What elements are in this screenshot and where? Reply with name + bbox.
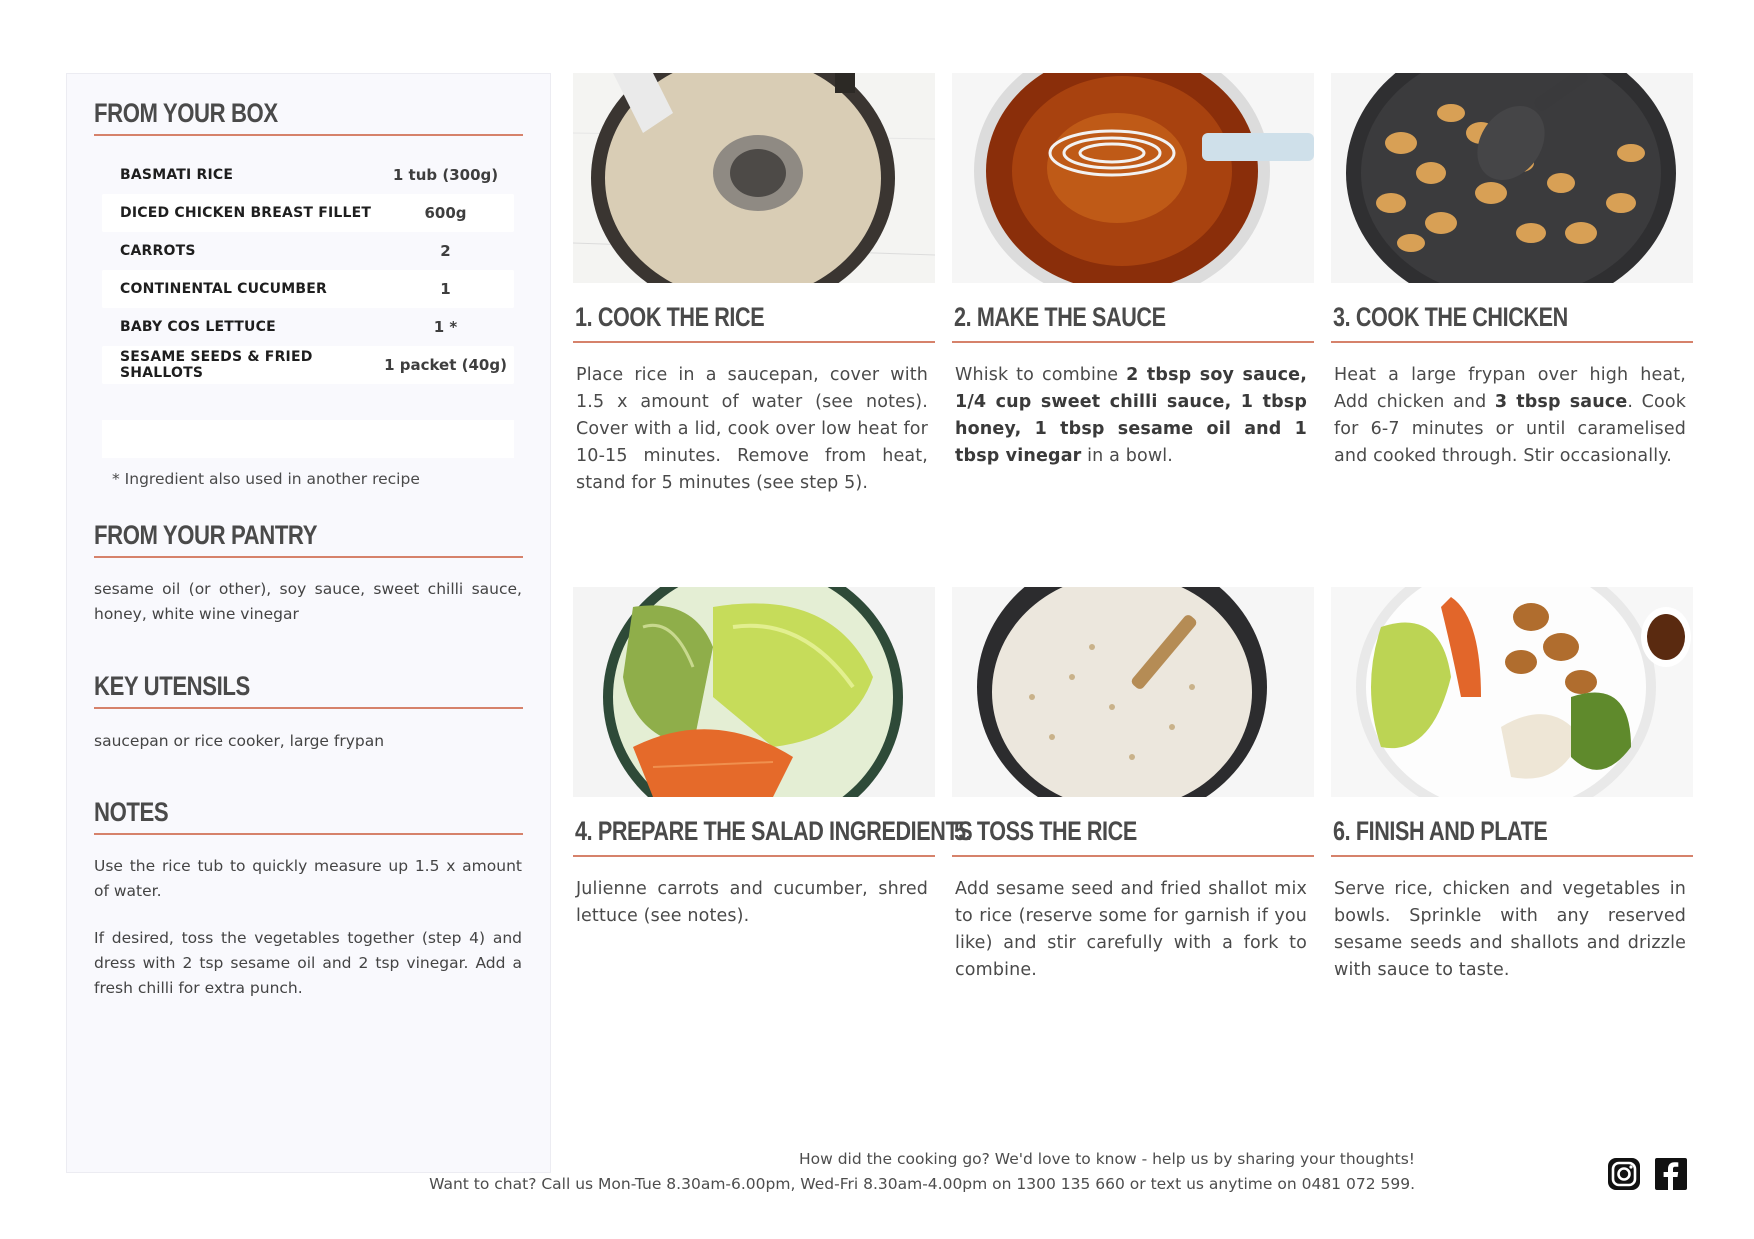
ingredient-quantity: 1 bbox=[440, 280, 451, 298]
step-photo bbox=[952, 587, 1314, 797]
step-photo bbox=[573, 587, 935, 797]
step-instructions bbox=[576, 876, 928, 930]
ingredient-name: CONTINENTAL CUCUMBER bbox=[120, 281, 327, 297]
ingredient-row bbox=[102, 194, 514, 232]
step-text-segment: Whisk to combine bbox=[955, 365, 1127, 385]
step-instructions bbox=[955, 362, 1307, 470]
ingredient-quantity: 1 packet (40g) bbox=[384, 356, 507, 374]
step-divider bbox=[573, 341, 935, 343]
step-divider bbox=[952, 341, 1314, 343]
step-instructions bbox=[576, 362, 928, 497]
from-your-box-heading: FROM YOUR BOX bbox=[94, 98, 278, 128]
section-divider bbox=[94, 833, 523, 835]
step-title: 4. PREPARE THE SALAD INGREDIENTS bbox=[575, 816, 973, 846]
step-text-segment: Place rice in a saucepan, cover with 1.5 x amount of water (see notes). Cover with a lid, cook over low heat for 10-15 minutes. Remove from heat, stand for 5 minutes (see step 5). bbox=[576, 365, 928, 493]
ingredient-name: DICED CHICKEN BREAST FILLET bbox=[120, 205, 372, 221]
step-divider bbox=[573, 855, 935, 857]
notes-paragraph: Use the rice tub to quickly measure up 1.5 x amount of water. bbox=[94, 857, 522, 900]
ingredient-quantity: 2 bbox=[440, 242, 451, 260]
step-photo bbox=[952, 73, 1314, 283]
section-divider bbox=[94, 134, 523, 136]
step-card bbox=[1331, 73, 1693, 466]
ingredient-name: CARROTS bbox=[120, 243, 196, 259]
ingredients-panel bbox=[66, 73, 551, 1173]
step-card bbox=[952, 73, 1314, 466]
step-card bbox=[952, 587, 1314, 980]
ingredient-row bbox=[102, 308, 514, 346]
step-instructions bbox=[955, 876, 1307, 984]
step-divider bbox=[952, 855, 1314, 857]
step-text-segment: . Cook for 6-7 minutes or until caramelised and cooked through. Stir occasionally. bbox=[1334, 392, 1686, 466]
notes-paragraph: If desired, toss the vegetables together (step 4) and dress with 2 tsp sesame oil and 2 tsp vinegar. Add a fresh chilli for extra punch. bbox=[94, 929, 522, 997]
instagram-icon[interactable] bbox=[1606, 1156, 1642, 1192]
ingredient-row bbox=[102, 346, 514, 384]
ingredient-blank-row bbox=[102, 420, 514, 458]
step-text-segment: Serve rice, chicken and vegetables in bowls. Sprinkle with any reserved sesame seeds and shallots and drizzle with sauce to taste. bbox=[1334, 879, 1686, 980]
ingredient-name: SESAME SEEDS & FRIED SHALLOTS bbox=[120, 349, 313, 381]
step-text-segment: Heat a large frypan over high heat, Add chicken and bbox=[1334, 365, 1686, 412]
step-text-segment: Julienne carrots and cucumber, shred lettuce (see notes). bbox=[576, 879, 928, 926]
ingredient-quantity: 600g bbox=[424, 204, 467, 222]
step-divider bbox=[1331, 341, 1693, 343]
step-title: 1. COOK THE RICE bbox=[575, 302, 765, 332]
ingredient-list bbox=[102, 156, 514, 384]
step-photo bbox=[1331, 73, 1693, 283]
pantry-text: sesame oil (or other), soy sauce, sweet chilli sauce, honey, white wine vinegar bbox=[94, 580, 522, 623]
step-text-segment: Add sesame seed and fried shallot mix to rice (reserve some for garnish if you like) and stir carefully with a fork to combine. bbox=[955, 879, 1307, 980]
section-divider bbox=[94, 556, 523, 558]
step-text-segment: in a bowl. bbox=[1081, 446, 1174, 466]
step-photo bbox=[573, 73, 935, 283]
contact-info: Want to chat? Call us Mon-Tue 8.30am-6.00pm, Wed-Fri 8.30am-4.00pm on 1300 135 660 or text us anytime on 0481 072 599. bbox=[429, 1175, 1415, 1193]
step-card bbox=[573, 587, 973, 926]
step-instructions bbox=[1334, 362, 1686, 470]
step-title: 6. FINISH AND PLATE bbox=[1333, 816, 1548, 846]
facebook-icon[interactable] bbox=[1653, 1156, 1689, 1192]
section-divider bbox=[94, 707, 523, 709]
ingredient-row bbox=[102, 270, 514, 308]
step-instructions bbox=[1334, 876, 1686, 984]
step-title: 5. TOSS THE RICE bbox=[954, 816, 1137, 846]
feedback-prompt: How did the cooking go? We'd love to know - help us by sharing your thoughts! bbox=[798, 1150, 1415, 1168]
step-emphasis: 2 tbsp soy sauce, 1/4 cup sweet chilli sauce, 1 tbsp honey, 1 tbsp sesame oil and 1 tbsp vinegar bbox=[955, 365, 1307, 466]
ingredient-quantity: 1 * bbox=[433, 318, 458, 336]
from-your-pantry-heading: FROM YOUR PANTRY bbox=[94, 520, 318, 550]
notes-heading: NOTES bbox=[94, 797, 169, 827]
ingredient-row bbox=[102, 156, 514, 194]
step-emphasis: 3 tbsp sauce bbox=[1494, 392, 1628, 412]
step-title: 3. COOK THE CHICKEN bbox=[1333, 302, 1568, 332]
step-card bbox=[1331, 587, 1693, 980]
step-title: 2. MAKE THE SAUCE bbox=[954, 302, 1166, 332]
utensils-text: saucepan or rice cooker, large frypan bbox=[94, 732, 385, 750]
step-divider bbox=[1331, 855, 1693, 857]
ingredient-row bbox=[102, 232, 514, 270]
ingredient-footnote: * Ingredient also used in another recipe bbox=[112, 470, 420, 488]
step-card bbox=[573, 73, 935, 493]
ingredient-quantity: 1 tub (300g) bbox=[392, 166, 499, 184]
key-utensils-heading: KEY UTENSILS bbox=[94, 671, 250, 701]
ingredient-name: BABY COS LETTUCE bbox=[120, 319, 276, 335]
ingredient-name: BASMATI RICE bbox=[120, 167, 234, 183]
step-photo bbox=[1331, 587, 1693, 797]
